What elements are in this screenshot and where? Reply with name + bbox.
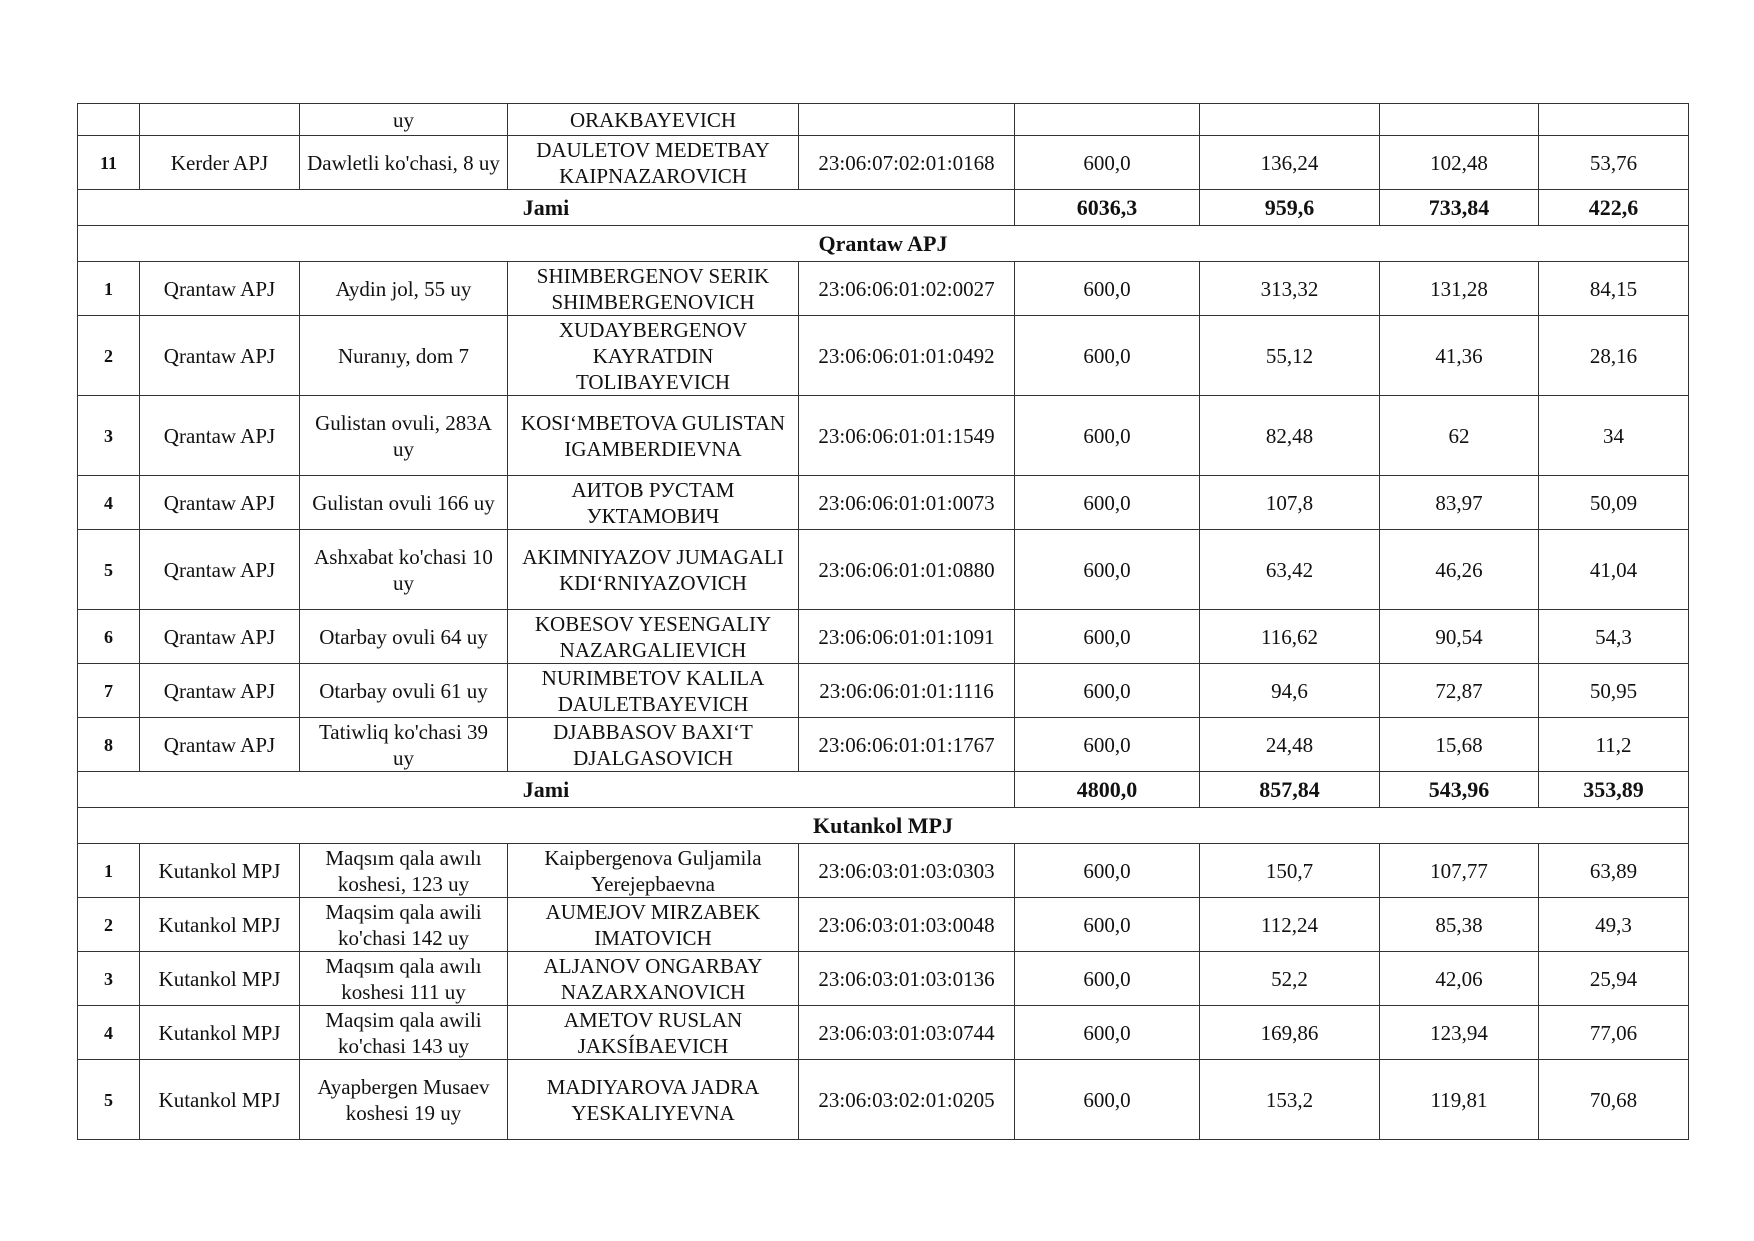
cell-cadastre: 23:06:06:01:01:0492 xyxy=(799,316,1015,396)
cell-village: Kutankol MPJ xyxy=(140,1006,300,1060)
cell-value-2: 150,7 xyxy=(1200,844,1380,898)
cell-cadastre: 23:06:06:01:01:1549 xyxy=(799,396,1015,476)
cell-village: Qrantaw APJ xyxy=(140,476,300,530)
cell-value-4: 53,76 xyxy=(1539,136,1689,190)
data-table xyxy=(77,103,1689,1140)
total-label: Jami xyxy=(78,772,1015,808)
cell-village: Qrantaw APJ xyxy=(140,316,300,396)
cell-value-3 xyxy=(1380,104,1539,136)
table-row xyxy=(78,476,1689,530)
cell-value-3: 62 xyxy=(1380,396,1539,476)
total-value-3: 733,84 xyxy=(1380,190,1539,226)
cell-value-4: 50,09 xyxy=(1539,476,1689,530)
cell-value-1: 600,0 xyxy=(1015,1060,1200,1140)
cell-village: Qrantaw APJ xyxy=(140,530,300,610)
cell-value-3: 123,94 xyxy=(1380,1006,1539,1060)
total-value-4: 422,6 xyxy=(1539,190,1689,226)
cell-address: Otarbay ovuli 61 uy xyxy=(300,664,508,718)
cell-address: Ashxabat ko'chasi 10 uy xyxy=(300,530,508,610)
total-value-4: 353,89 xyxy=(1539,772,1689,808)
cell-number: 2 xyxy=(78,898,140,952)
cell-value-4: 34 xyxy=(1539,396,1689,476)
cell-value-2: 55,12 xyxy=(1200,316,1380,396)
cell-village: Kutankol MPJ xyxy=(140,844,300,898)
section-title: Qrantaw APJ xyxy=(78,226,1689,262)
total-row xyxy=(78,772,1689,808)
table-row xyxy=(78,262,1689,316)
cell-value-2 xyxy=(1200,104,1380,136)
cell-value-3: 90,54 xyxy=(1380,610,1539,664)
cell-value-4: 11,2 xyxy=(1539,718,1689,772)
cell-value-1: 600,0 xyxy=(1015,530,1200,610)
section-header-row xyxy=(78,226,1689,262)
cell-owner-name: MADIYAROVA JADRA YESKALIYEVNA xyxy=(508,1060,799,1140)
cell-value-1: 600,0 xyxy=(1015,262,1200,316)
cell-value-4: 25,94 xyxy=(1539,952,1689,1006)
cell-address: Dawletli ko'chasi, 8 uy xyxy=(300,136,508,190)
cell-cadastre: 23:06:06:01:01:1767 xyxy=(799,718,1015,772)
cell-value-2: 169,86 xyxy=(1200,1006,1380,1060)
cell-address: Otarbay ovuli 64 uy xyxy=(300,610,508,664)
cell-value-1: 600,0 xyxy=(1015,396,1200,476)
cell-value-1: 600,0 xyxy=(1015,610,1200,664)
cell-value-3: 15,68 xyxy=(1380,718,1539,772)
cell-village: Qrantaw APJ xyxy=(140,262,300,316)
cell-value-4: 28,16 xyxy=(1539,316,1689,396)
cell-cadastre xyxy=(799,104,1015,136)
cell-value-1: 600,0 xyxy=(1015,664,1200,718)
cell-village: Qrantaw APJ xyxy=(140,610,300,664)
cell-value-4: 54,3 xyxy=(1539,610,1689,664)
cell-value-2: 112,24 xyxy=(1200,898,1380,952)
total-value-1: 4800,0 xyxy=(1015,772,1200,808)
table-row xyxy=(78,844,1689,898)
cell-number: 3 xyxy=(78,396,140,476)
cell-number: 4 xyxy=(78,476,140,530)
cell-value-2: 24,48 xyxy=(1200,718,1380,772)
cell-value-3: 46,26 xyxy=(1380,530,1539,610)
cell-value-1 xyxy=(1015,104,1200,136)
table-row xyxy=(78,664,1689,718)
cell-value-4: 63,89 xyxy=(1539,844,1689,898)
cell-cadastre: 23:06:03:01:03:0303 xyxy=(799,844,1015,898)
cell-owner-name: KOSI‘MBETOVA GULISTAN IGAMBERDIEVNA xyxy=(508,396,799,476)
cell-owner-name: KOBESOV YESENGALIY NAZARGALIEVICH xyxy=(508,610,799,664)
cell-value-4: 49,3 xyxy=(1539,898,1689,952)
cell-owner-name: Kaipbergenova Guljamila Yerejepbaevna xyxy=(508,844,799,898)
cell-number: 4 xyxy=(78,1006,140,1060)
cell-address: uy xyxy=(300,104,508,136)
table-row xyxy=(78,952,1689,1006)
cell-value-3: 102,48 xyxy=(1380,136,1539,190)
table-row xyxy=(78,1060,1689,1140)
cell-owner-name: NURIMBETOV KALILA DAULETBAYEVICH xyxy=(508,664,799,718)
cell-value-1: 600,0 xyxy=(1015,952,1200,1006)
cell-value-4: 70,68 xyxy=(1539,1060,1689,1140)
cell-value-4 xyxy=(1539,104,1689,136)
cell-address: Maqsım qala awılı koshesi 111 uy xyxy=(300,952,508,1006)
cell-value-3: 83,97 xyxy=(1380,476,1539,530)
cell-owner-name: DAULETOV MEDETBAY KAIPNAZAROVICH xyxy=(508,136,799,190)
cell-value-2: 136,24 xyxy=(1200,136,1380,190)
cell-value-1: 600,0 xyxy=(1015,844,1200,898)
cell-cadastre: 23:06:03:01:03:0048 xyxy=(799,898,1015,952)
cell-cadastre: 23:06:03:01:03:0744 xyxy=(799,1006,1015,1060)
cell-number: 8 xyxy=(78,718,140,772)
cell-address: Gulistan ovuli, 283A uy xyxy=(300,396,508,476)
cell-address: Tatiwliq ko'chasi 39 uy xyxy=(300,718,508,772)
cell-number: 11 xyxy=(78,136,140,190)
cell-village: Qrantaw APJ xyxy=(140,718,300,772)
cell-value-3: 42,06 xyxy=(1380,952,1539,1006)
cell-owner-name: DJABBASOV BAXI‘T DJALGASOVICH xyxy=(508,718,799,772)
cell-owner-name: АИТОВ РУСТАМ УКТАМОВИЧ xyxy=(508,476,799,530)
cell-value-3: 131,28 xyxy=(1380,262,1539,316)
cell-value-1: 600,0 xyxy=(1015,476,1200,530)
cell-cadastre: 23:06:07:02:01:0168 xyxy=(799,136,1015,190)
cell-number: 5 xyxy=(78,530,140,610)
cell-value-2: 116,62 xyxy=(1200,610,1380,664)
cell-number: 7 xyxy=(78,664,140,718)
cell-number: 5 xyxy=(78,1060,140,1140)
cell-owner-name: ALJANOV ONGARBAY NAZARXANOVICH xyxy=(508,952,799,1006)
cell-number: 2 xyxy=(78,316,140,396)
section-title: Kutankol MPJ xyxy=(78,808,1689,844)
cell-value-2: 313,32 xyxy=(1200,262,1380,316)
cell-value-3: 72,87 xyxy=(1380,664,1539,718)
cell-value-2: 63,42 xyxy=(1200,530,1380,610)
cell-value-2: 107,8 xyxy=(1200,476,1380,530)
cell-number: 1 xyxy=(78,262,140,316)
cell-value-2: 153,2 xyxy=(1200,1060,1380,1140)
cell-owner-name: AKIMNIYAZOV JUMAGALI KDI‘RNIYAZOVICH xyxy=(508,530,799,610)
cell-village: Qrantaw APJ xyxy=(140,664,300,718)
cell-owner-name: AUMEJOV MIRZABEK IMATOVICH xyxy=(508,898,799,952)
cell-village: Kutankol MPJ xyxy=(140,898,300,952)
cell-number: 3 xyxy=(78,952,140,1006)
cell-village: Kerder APJ xyxy=(140,136,300,190)
cell-value-3: 41,36 xyxy=(1380,316,1539,396)
cell-value-2: 52,2 xyxy=(1200,952,1380,1006)
cell-value-3: 85,38 xyxy=(1380,898,1539,952)
total-value-2: 959,6 xyxy=(1200,190,1380,226)
cell-cadastre: 23:06:06:01:02:0027 xyxy=(799,262,1015,316)
cell-owner-name: ORAKBAYEVICH xyxy=(508,104,799,136)
cell-value-3: 107,77 xyxy=(1380,844,1539,898)
total-value-1: 6036,3 xyxy=(1015,190,1200,226)
total-value-3: 543,96 xyxy=(1380,772,1539,808)
cell-value-1: 600,0 xyxy=(1015,1006,1200,1060)
section-header-row xyxy=(78,808,1689,844)
cell-value-1: 600,0 xyxy=(1015,316,1200,396)
cell-value-1: 600,0 xyxy=(1015,898,1200,952)
total-label: Jami xyxy=(78,190,1015,226)
cell-address: Nuranıy, dom 7 xyxy=(300,316,508,396)
table-row xyxy=(78,530,1689,610)
cell-value-3: 119,81 xyxy=(1380,1060,1539,1140)
cell-cadastre: 23:06:06:01:01:1091 xyxy=(799,610,1015,664)
table-row xyxy=(78,1006,1689,1060)
cell-cadastre: 23:06:06:01:01:0073 xyxy=(799,476,1015,530)
cell-value-4: 41,04 xyxy=(1539,530,1689,610)
cell-value-2: 94,6 xyxy=(1200,664,1380,718)
cell-number: 6 xyxy=(78,610,140,664)
cell-value-1: 600,0 xyxy=(1015,136,1200,190)
table-row xyxy=(78,610,1689,664)
cell-number xyxy=(78,104,140,136)
table-row xyxy=(78,316,1689,396)
table-row xyxy=(78,136,1689,190)
table-row xyxy=(78,718,1689,772)
cell-value-4: 77,06 xyxy=(1539,1006,1689,1060)
cell-village: Kutankol MPJ xyxy=(140,1060,300,1140)
cell-village: Kutankol MPJ xyxy=(140,952,300,1006)
cell-cadastre: 23:06:03:02:01:0205 xyxy=(799,1060,1015,1140)
total-value-2: 857,84 xyxy=(1200,772,1380,808)
cell-owner-name: AMETOV RUSLAN JAKSÍBAEVICH xyxy=(508,1006,799,1060)
cell-value-1: 600,0 xyxy=(1015,718,1200,772)
cell-number: 1 xyxy=(78,844,140,898)
cell-value-2: 82,48 xyxy=(1200,396,1380,476)
cell-address: Maqsim qala awili ko'chasi 143 uy xyxy=(300,1006,508,1060)
cell-village xyxy=(140,104,300,136)
cell-address: Ayapbergen Musaev koshesi 19 uy xyxy=(300,1060,508,1140)
table-row xyxy=(78,898,1689,952)
cell-owner-name: SHIMBERGENOV SERIK SHIMBERGENOVICH xyxy=(508,262,799,316)
cell-village: Qrantaw APJ xyxy=(140,396,300,476)
cell-address: Gulistan ovuli 166 uy xyxy=(300,476,508,530)
cell-cadastre: 23:06:06:01:01:1116 xyxy=(799,664,1015,718)
cell-address: Aydin jol, 55 uy xyxy=(300,262,508,316)
cell-cadastre: 23:06:06:01:01:0880 xyxy=(799,530,1015,610)
cell-value-4: 50,95 xyxy=(1539,664,1689,718)
cell-value-4: 84,15 xyxy=(1539,262,1689,316)
cell-address: Maqsım qala awılı koshesi, 123 uy xyxy=(300,844,508,898)
table-row xyxy=(78,104,1689,136)
table-row xyxy=(78,396,1689,476)
cell-owner-name: XUDAYBERGENOV KAYRATDIN TOLIBAYEVICH xyxy=(508,316,799,396)
cell-cadastre: 23:06:03:01:03:0136 xyxy=(799,952,1015,1006)
total-row xyxy=(78,190,1689,226)
cell-address: Maqsim qala awili ko'chasi 142 uy xyxy=(300,898,508,952)
